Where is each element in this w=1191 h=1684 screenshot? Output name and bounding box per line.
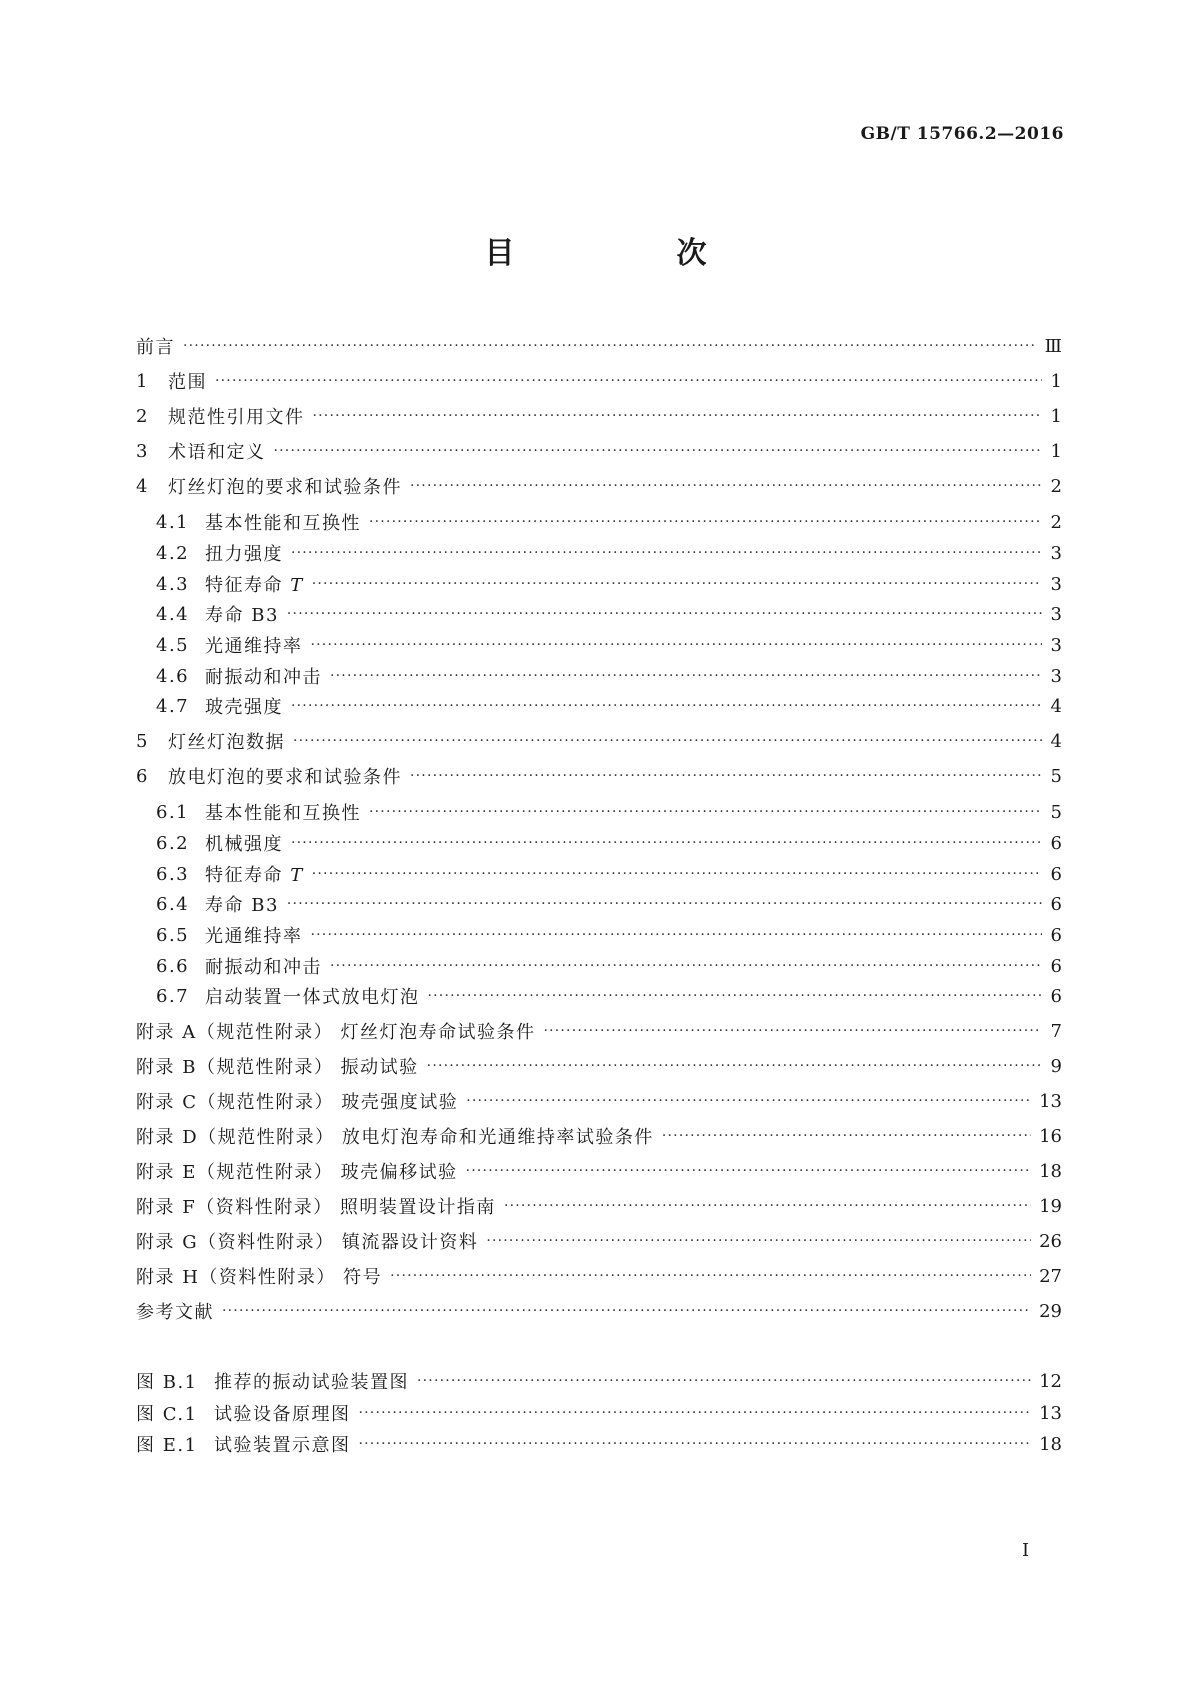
toc-entry-label: 附录 D（规范性附录） 放电灯泡寿命和光通维持率试验条件 [136,1127,654,1148]
leader-dots [390,1268,1031,1284]
toc-entry-label: 附录 A（规范性附录） 灯丝灯泡寿命试验条件 [136,1022,536,1043]
figure-entry[interactable] [136,1368,1062,1394]
toc-entry-page: 1 [1050,440,1062,462]
toc-entry-label: 附录 E（规范性附录） 玻壳偏移试验 [136,1162,458,1183]
toc-entry-page: 5 [1050,765,1062,787]
toc-entry-subsection[interactable] [156,922,1062,948]
toc-entry-number: 6.7 [156,985,190,1007]
toc-entry-subsection[interactable] [156,953,1062,979]
toc-entry-number: 1 [136,370,149,392]
toc-entry-subsection[interactable] [156,509,1062,535]
toc-entry-page: 1 [1050,405,1062,427]
toc-entry-label: 耐振动和冲击 [205,957,322,978]
toc-entry-label: 寿命 B3 [205,895,279,916]
toc-entry-section[interactable] [136,473,1062,499]
leader-dots [486,1233,1031,1249]
leader-dots [359,1436,1032,1452]
toc-entry-number: 3 [136,440,149,462]
toc-entry-label: 附录 B（规范性附录） 振动试验 [136,1057,419,1078]
figure-label: 推荐的振动试验装置图 [214,1372,409,1393]
toc-entry-annex-c[interactable] [136,1088,1062,1114]
standard-number: GB/T 15766.2—2016 [860,124,1064,144]
toc-entry-subsection[interactable] [156,983,1062,1009]
figure-page: 13 [1039,1402,1062,1424]
toc-entry-annex-d[interactable] [136,1123,1062,1149]
toc-entry-number: 4.1 [156,511,190,533]
figure-number: 图 C.1 [136,1404,198,1425]
toc-entry-annex-e[interactable] [136,1158,1062,1184]
toc-entry-number: 6.1 [156,801,190,823]
toc-entry-annex-a[interactable] [136,1018,1062,1044]
toc-entry-page: 7 [1050,1020,1062,1042]
toc-entry-annex-b[interactable] [136,1053,1062,1079]
toc-entry-label: 术语和定义 [168,442,266,463]
toc-entry-page: 26 [1039,1230,1062,1252]
leader-dots [293,733,1042,749]
toc-entry-label: 附录 F（资料性附录） 照明装置设计指南 [136,1197,496,1218]
toc-entry-label: 耐振动和冲击 [205,667,322,688]
leader-dots [215,373,1042,389]
leader-dots [369,514,1042,530]
toc-entry-label: 前言 [136,337,175,358]
toc-entry-number: 4.4 [156,603,190,625]
toc-entry-subsection[interactable] [156,601,1062,627]
toc-entry-annex-f[interactable] [136,1193,1062,1219]
leader-dots [291,835,1042,851]
toc-entry-label: 灯丝灯泡的要求和试验条件 [168,477,402,498]
leader-dots [291,545,1042,561]
leader-dots [291,698,1042,714]
figure-entry[interactable] [136,1431,1062,1457]
toc-entry-number: 4.6 [156,665,190,687]
leader-dots [330,668,1042,684]
toc-entry-page: 2 [1050,511,1062,533]
leader-dots [222,1303,1031,1319]
leader-dots [369,804,1042,820]
toc-entry-number: 4 [136,475,149,497]
figure-number: 图 E.1 [136,1435,198,1456]
toc-entry-number: 2 [136,405,149,427]
toc-entry-annex-h[interactable] [136,1263,1062,1289]
toc-entry-label: 附录 C（规范性附录） 玻壳强度试验 [136,1092,459,1113]
toc-entry-foreword[interactable] [136,333,1062,359]
toc-entry-label: 参考文献 [136,1302,214,1323]
toc-entry-label: 灯丝灯泡数据 [168,732,285,753]
toc-entry-page: 27 [1039,1265,1062,1287]
toc-entry-label: 放电灯泡的要求和试验条件 [168,767,402,788]
toc-entry-number: 4.7 [156,695,190,717]
page-title: 目 次 [484,236,773,271]
figure-label: 试验装置示意图 [214,1435,351,1456]
leader-dots [311,927,1043,943]
toc-entry-page: 3 [1050,634,1062,656]
leader-dots [428,988,1043,1004]
figure-entry[interactable] [136,1400,1062,1426]
toc-entry-page: 13 [1039,1090,1062,1112]
toc-entry-page: 2 [1050,475,1062,497]
toc-entry-page: 6 [1050,924,1062,946]
toc-entry-section[interactable] [136,368,1062,394]
italic-symbol: T [290,865,304,886]
toc-entry-number: 4.5 [156,634,190,656]
toc-entry-label: 规范性引用文件 [168,407,305,428]
toc-entry-subsection[interactable] [156,830,1062,856]
leader-dots [312,576,1042,592]
toc-entry-subsection[interactable] [156,799,1062,825]
toc-entry-number: 6.2 [156,832,190,854]
leader-dots [504,1198,1031,1214]
toc-entry-subsection[interactable] [156,693,1062,719]
leader-dots [359,1405,1032,1421]
toc-entry-subsection[interactable] [156,891,1062,917]
figure-number: 图 B.1 [136,1372,198,1393]
figure-label: 试验设备原理图 [214,1404,351,1425]
toc-entry-page: 3 [1050,665,1062,687]
toc-entry-page: 6 [1050,893,1062,915]
toc-entry-annex-g[interactable] [136,1228,1062,1254]
toc-entry-label: 基本性能和互换性 [205,513,361,534]
page-number: I [1022,1540,1030,1561]
toc-entry-label: 扭力强度 [205,544,283,565]
leader-dots [183,338,1037,354]
leader-dots [330,958,1042,974]
toc-entry-page: 1 [1050,370,1062,392]
toc-entry-label: 启动装置一体式放电灯泡 [205,987,420,1008]
toc-entry-number: 6.4 [156,893,190,915]
toc-entry-number: 5 [136,730,149,752]
toc-entry-label: 特征寿命 T [205,865,304,886]
toc-entry-bibliography[interactable] [136,1298,1062,1324]
leader-dots [662,1128,1031,1144]
toc-entry-label: 附录 G（资料性附录） 镇流器设计资料 [136,1232,479,1253]
toc-entry-subsection[interactable] [156,540,1062,566]
toc-entry-label: 寿命 B3 [205,605,279,626]
leader-dots [410,768,1042,784]
toc-entry-section[interactable] [136,438,1062,464]
toc-entry-page: 6 [1050,985,1062,1007]
toc-entry-page: 6 [1050,955,1062,977]
toc-entry-label: 玻壳强度 [205,697,283,718]
toc-entry-section[interactable] [136,728,1062,754]
toc-entry-page: 3 [1050,603,1062,625]
toc-entry-page: 29 [1039,1300,1062,1322]
toc-entry-label: 范围 [168,372,207,393]
italic-symbol: T [290,575,304,596]
toc-entry-subsection[interactable] [156,861,1062,887]
toc-entry-page: 6 [1050,832,1062,854]
toc-entry-page: 3 [1050,542,1062,564]
leader-dots [313,408,1043,424]
leader-dots [417,1373,1031,1389]
toc-entry-number: 6 [136,765,149,787]
leader-dots [287,896,1042,912]
leader-dots [410,478,1042,494]
toc-entry-page: 3 [1050,573,1062,595]
toc-entry-number: 6.3 [156,863,190,885]
toc-entry-number: 4.2 [156,542,190,564]
toc-entry-section[interactable] [136,763,1062,789]
toc-entry-page: Ⅲ [1044,335,1062,357]
toc-entry-label: 基本性能和互换性 [205,803,361,824]
toc-entry-number: 4.3 [156,573,190,595]
toc-entry-label: 附录 H（资料性附录） 符号 [136,1267,383,1288]
toc-entry-number: 6.5 [156,924,190,946]
figure-page: 12 [1039,1370,1062,1392]
leader-dots [543,1023,1042,1039]
toc-entry-page: 4 [1050,730,1062,752]
toc-entry-page: 6 [1050,863,1062,885]
toc-entry-page: 9 [1050,1055,1062,1077]
leader-dots [427,1058,1042,1074]
toc-entry-subsection[interactable] [156,663,1062,689]
toc-entry-label: 光通维持率 [205,926,303,947]
toc-entry-page: 19 [1039,1195,1062,1217]
toc-entry-number: 6.6 [156,955,190,977]
toc-entry-section[interactable] [136,403,1062,429]
figure-page: 18 [1039,1433,1062,1455]
leader-dots [311,637,1043,653]
toc-entry-page: 5 [1050,801,1062,823]
leader-dots [466,1093,1031,1109]
leader-dots [287,606,1042,622]
toc-entry-subsection[interactable] [156,632,1062,658]
toc-entry-page: 16 [1039,1125,1062,1147]
toc-entry-label: 光通维持率 [205,636,303,657]
leader-dots [466,1163,1032,1179]
toc-entry-page: 4 [1050,695,1062,717]
leader-dots [274,443,1043,459]
toc-entry-page: 18 [1039,1160,1062,1182]
toc-entry-subsection[interactable] [156,571,1062,597]
toc-entry-label: 特征寿命 T [205,575,304,596]
leader-dots [312,866,1042,882]
toc-entry-label: 机械强度 [205,834,283,855]
